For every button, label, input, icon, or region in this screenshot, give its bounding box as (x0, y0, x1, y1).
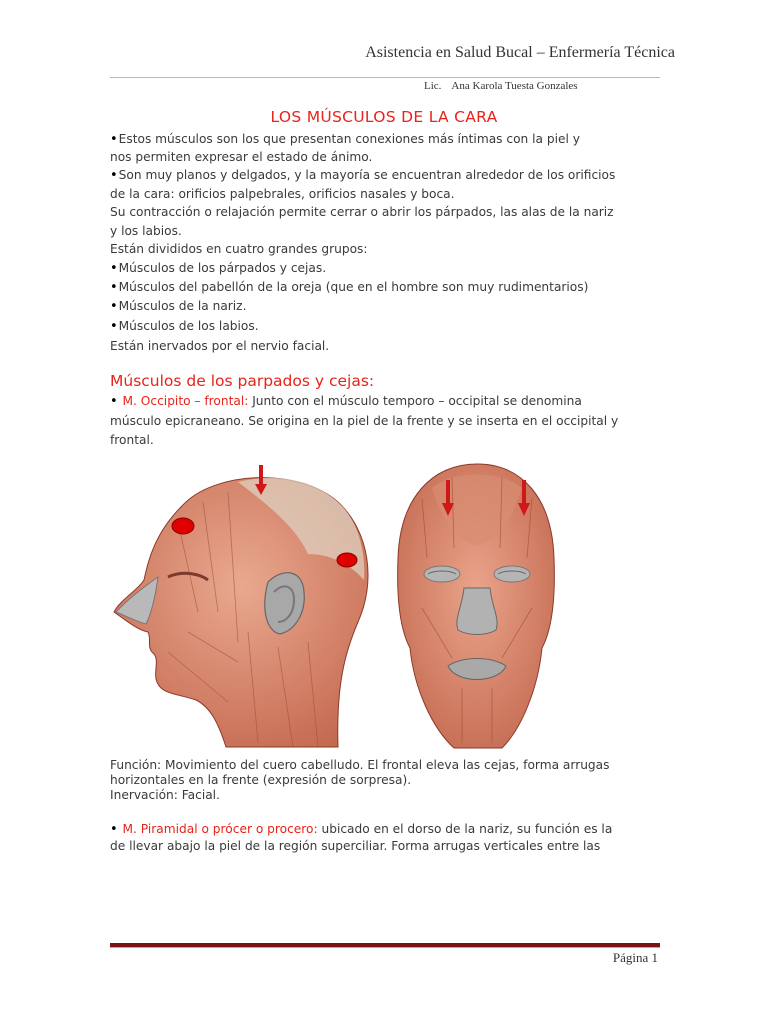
intro-p3-line2: y los labios. (110, 224, 182, 238)
group-item: • Músculos del pabellón de la oreja (que en el hombre son muy rudimentarios) (110, 278, 588, 298)
author-prefix: Lic. (424, 80, 442, 92)
intro-p2-line2: de la cara: orificios palpebrales, orificios nasales y boca. (110, 187, 455, 201)
head-frontal-illustration (392, 458, 562, 754)
m1-line3: frontal. (110, 433, 154, 447)
m2-line1: • M. Piramidal o prócer o procero: ubicado en el dorso de la nariz, su función es la (110, 820, 612, 840)
page-title: LOS MÚSCULOS DE LA CARA (270, 108, 498, 126)
intro-p3-line1: Su contracción o relajación permite cerrar o abrir los párpados, las alas de la nariz (110, 205, 614, 219)
intro-p4: Están divididos en cuatro grandes grupos: (110, 242, 368, 256)
header-divider (110, 77, 660, 78)
intro-p5: Están inervados por el nervio facial. (110, 339, 330, 353)
page-number: Página 1 (612, 950, 658, 965)
funcion-line2: horizontales en la frente (expresión de sorpresa). (110, 773, 412, 787)
group-item: • Músculos de la nariz. (110, 297, 246, 317)
m1-name: M. Occipito – frontal: (122, 394, 249, 408)
group-item: • Músculos de los labios. (110, 317, 259, 337)
intro-p1-line1: • Estos músculos son los que presentan conexiones más íntimas con la piel y (110, 130, 580, 150)
m2-name: M. Piramidal o prócer o procero: (122, 822, 318, 836)
header-course: Asistencia en Salud Bucal – Enfermería Técnica (365, 44, 675, 61)
m2-line2: de llevar abajo la piel de la región superciliar. Forma arrugas verticales entre las (110, 839, 601, 853)
author-name: Ana Karola Tuesta Gonzales (451, 80, 578, 92)
group-item: • Músculos de los párpados y cejas. (110, 259, 326, 279)
head-lateral-illustration (108, 462, 380, 752)
funcion-line1: Función: Movimiento del cuero cabelludo. El frontal eleva las cejas, forma arrugas (110, 758, 610, 772)
footer-divider (110, 943, 660, 948)
inervacion: Inervación: Facial. (110, 788, 220, 802)
m1-line1: • M. Occipito – frontal: Junto con el músculo temporo – occipital se denomina (110, 392, 582, 412)
intro-p1-line2: nos permiten expresar el estado de ánimo. (110, 150, 373, 164)
m1-line2: músculo epicraneano. Se origina en la piel de la frente y se inserta en el occipital y (110, 414, 619, 428)
intro-p2-line1: • Son muy planos y delgados, y la mayoría se encuentran alrededor de los orificios (110, 166, 615, 186)
section-heading: Músculos de los parpados y cejas: (110, 372, 375, 390)
header-author (424, 80, 578, 92)
